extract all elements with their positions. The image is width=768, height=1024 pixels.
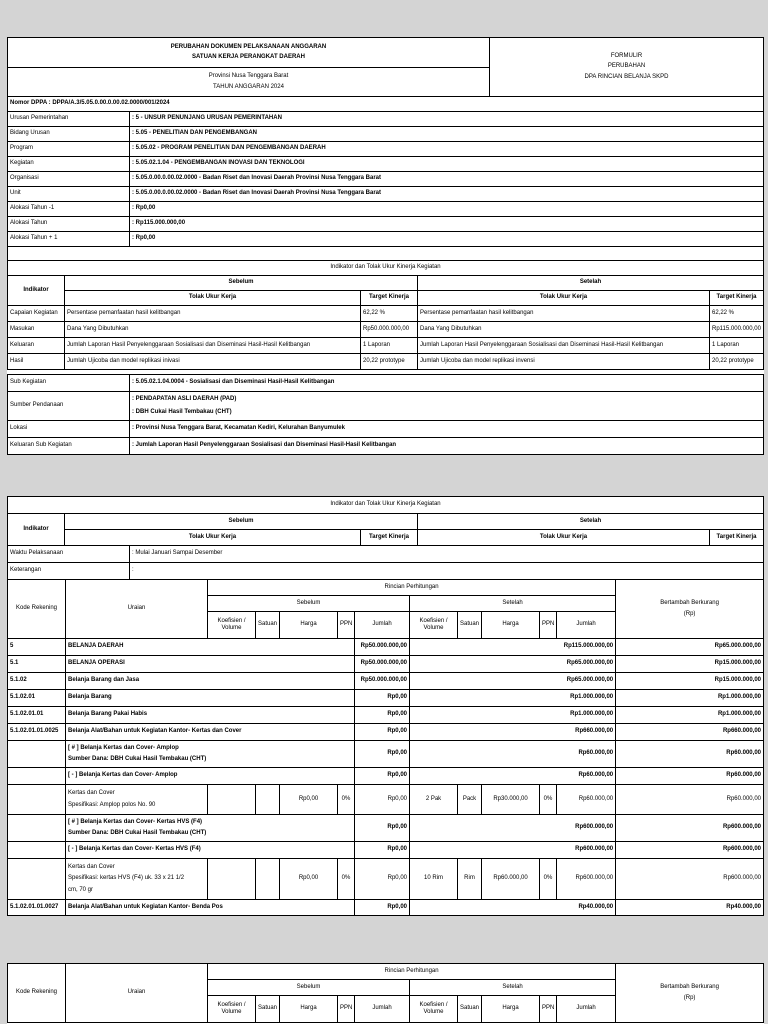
info-label: Kegiatan	[8, 157, 130, 172]
info-value: : 5.05 - PENELITIAN DAN PENGEMBANGAN	[130, 127, 764, 142]
sumber-value-1: : PENDAPATAN ASLI DAERAH (PAD)	[132, 395, 237, 402]
tolak-cell: Jumlah Ujicoba dan model replikasi inivasi	[65, 354, 361, 370]
tolak-cell: Jumlah Laporan Hasil Penyelenggaraan Sosialisasi dan Diseminasi Hasil-Hasil Kelitbangan	[418, 338, 710, 354]
jumlah-setelah-cell: Rp65.000.000,00	[410, 656, 616, 673]
indikator-table	[7, 260, 764, 370]
info-label: Alokasi Tahun + 1	[8, 232, 130, 247]
info-value: : 5 - UNSUR PENUNJANG URUSAN PEMERINTAHAN	[130, 112, 764, 127]
table-row	[8, 354, 764, 370]
jumlah-header: Jumlah	[557, 996, 616, 1023]
uraian-cell	[66, 815, 355, 842]
jumlah-header: Jumlah	[557, 612, 616, 639]
jumlah-setelah-cell: Rp600.000,00	[410, 842, 616, 859]
indikator-table-2	[7, 496, 764, 546]
province-text: Provinsi Nusa Tenggara Barat	[208, 73, 289, 80]
jumlah-setelah-cell: Rp600.000,00	[557, 859, 616, 900]
target-cell: 62,22 %	[710, 306, 764, 322]
setelah-header: Setelah	[410, 596, 616, 612]
rp-label: (Rp)	[683, 610, 696, 617]
sub-kegiatan-label: Sub Kegiatan	[8, 375, 130, 392]
tolak-cell: Jumlah Laporan Hasil Penyelenggaraan Sosialisasi dan Diseminasi Hasil-Hasil Kelitbangan	[65, 338, 361, 354]
sebelum-header: Sebelum	[65, 514, 418, 530]
indikator-title: Indikator dan Tolak Ukur Kinerja Kegiatan	[8, 497, 764, 514]
uraian-cell: Belanja Alat/Bahan untuk Kegiatan Kantor- Kertas dan Cover	[66, 724, 355, 741]
table-row	[8, 724, 764, 741]
sumber-value	[130, 392, 764, 421]
setelah-header: Setelah	[418, 276, 764, 291]
info-table	[7, 96, 764, 261]
indikator-header: Indikator	[8, 514, 65, 546]
bertambah-cell: Rp15.000.000,00	[616, 656, 764, 673]
sumber-label: Sumber Pendanaan	[8, 392, 130, 421]
sebelum-header: Sebelum	[208, 596, 410, 612]
target-cell: 1 Laporan	[361, 338, 418, 354]
sub-kegiatan-value: : 5.05.02.1.04.0004 - Sosialisasi dan Diseminasi Hasil-Hasil Kelitbangan	[130, 375, 764, 392]
ppn-cell: 0%	[338, 859, 355, 900]
keluaran-label: Keluaran Sub Kegiatan	[8, 438, 130, 455]
tolak-header: Tolak Ukur Kerja	[418, 291, 710, 306]
header-table	[7, 37, 764, 97]
bertambah-header	[616, 580, 764, 639]
table-row	[8, 859, 764, 900]
uraian-cell: Belanja Barang Pakai Habis	[66, 707, 355, 724]
keluaran-value: : Jumlah Laporan Hasil Penyelenggaraan Sosialisasi dan Diseminasi Hasil-Hasil Kelitbangan	[130, 438, 764, 455]
satuan-header: Satuan	[256, 996, 280, 1023]
harga-cell: Rp0,00	[280, 859, 338, 900]
jumlah-header: Jumlah	[355, 996, 410, 1023]
target-cell: 1 Laporan	[710, 338, 764, 354]
satuan-cell	[256, 859, 280, 900]
jumlah-sebelum-cell: Rp0,00	[355, 724, 410, 741]
rincian-title: Rincian Perhitungan	[208, 580, 616, 596]
koef-header: Koefisien / Volume	[208, 612, 256, 639]
kode-cell: 5.1.02.01.01	[8, 707, 66, 724]
tolak-cell: Persentase pemanfaatan hasil kelitbangan	[418, 306, 710, 322]
setelah-header: Setelah	[410, 980, 616, 996]
satuan-header: Satuan	[458, 612, 482, 639]
info-value: : Rp0,00	[130, 232, 764, 247]
bertambah-label: Bertambah Berkurang	[660, 984, 719, 991]
indikator-cell: Hasil	[8, 354, 65, 370]
jumlah-setelah-cell: Rp1.000.000,00	[410, 707, 616, 724]
info-label: Unit	[8, 187, 130, 202]
table-row	[8, 306, 764, 322]
item-spec: Spesifikasi: Amplop polos No. 90	[68, 801, 156, 808]
table-row	[8, 673, 764, 690]
indikator-cell: Capaian Kegiatan	[8, 306, 65, 322]
lokasi-label: Lokasi	[8, 421, 130, 438]
jumlah-sebelum-cell: Rp50.000.000,00	[355, 656, 410, 673]
target-cell: Rp115.000.000,00	[710, 322, 764, 338]
indikator-cell: Keluaran	[8, 338, 65, 354]
jumlah-sebelum-cell: Rp0,00	[355, 690, 410, 707]
sumber-value-2: : DBH Cukai Hasil Tembakau (CHT)	[132, 409, 232, 415]
info-label: Bidang Urusan	[8, 127, 130, 142]
indikator-cell: Masukan	[8, 322, 65, 338]
waktu-value: : Mulai Januari Sampai Desember	[130, 546, 764, 563]
target-header: Target Kinerja	[710, 291, 764, 306]
info-label: Program	[8, 142, 130, 157]
info-label: Alokasi Tahun -1	[8, 202, 130, 217]
tolak-cell: Persentase pemanfaatan hasil kelitbangan	[65, 306, 361, 322]
kode-cell	[8, 785, 66, 815]
jumlah-setelah-cell: Rp60.000,00	[557, 785, 616, 815]
jumlah-setelah-cell: Rp40.000,00	[410, 900, 616, 916]
harga-header: Harga	[280, 996, 338, 1023]
kode-cell: 5.1.02.01.01.0027	[8, 900, 66, 916]
group-title: [ # ] Belanja Kertas dan Cover- Kertas HVS (F4)	[68, 818, 203, 825]
kode-cell	[8, 768, 66, 785]
target-header: Target Kinerja	[710, 530, 764, 546]
tolak-cell: Dana Yang Dibutuhkan	[65, 322, 361, 338]
kode-cell: 5.1.02.01	[8, 690, 66, 707]
kode-cell: 5.1	[8, 656, 66, 673]
sub-kegiatan-table	[7, 374, 764, 455]
nomor-dppa: Nomor DPPA : DPPA/A.3/5.05.0.00.0.00.02.0000/001/2024	[8, 97, 764, 112]
bertambah-cell: Rp600.000,00	[616, 842, 764, 859]
bertambah-label: Bertambah Berkurang	[660, 600, 719, 607]
ppn-cell: 0%	[338, 785, 355, 815]
bertambah-cell: Rp40.000,00	[616, 900, 764, 916]
table-row	[8, 842, 764, 859]
table-row	[8, 815, 764, 842]
table-row	[8, 639, 764, 656]
info-value: : 5.05.02 - PROGRAM PENELITIAN DAN PENGEMBANGAN DAERAH	[130, 142, 764, 157]
table-row	[8, 338, 764, 354]
page-3	[7, 963, 764, 1024]
indikator-header: Indikator	[8, 276, 65, 306]
item-spec-cont: cm, 70 gr	[68, 886, 94, 893]
formulir-label: FORMULIR	[610, 53, 643, 60]
group-source: Sumber Dana: DBH Cukai Hasil Tembakau (CHT)	[68, 830, 207, 836]
jumlah-sebelum-cell: Rp50.000.000,00	[355, 673, 410, 690]
harga-cell: Rp0,00	[280, 785, 338, 815]
jumlah-sebelum-cell: Rp0,00	[355, 785, 410, 815]
info-value: : 5.05.02.1.04 - PENGEMBANGAN INOVASI DAN TEKNOLOGI	[130, 157, 764, 172]
kode-header: Kode Rekening	[8, 964, 66, 1023]
tolak-cell: Jumlah Ujicoba dan model replikasi invensi	[418, 354, 710, 370]
bertambah-cell: Rp15.000.000,00	[616, 673, 764, 690]
uraian-cell: Belanja Alat/Bahan untuk Kegiatan Kantor- Benda Pos	[66, 900, 355, 916]
item-name: Kertas dan Cover	[68, 864, 115, 871]
kode-cell: 5.1.02	[8, 673, 66, 690]
rincian-table	[7, 579, 764, 916]
table-row	[8, 741, 764, 768]
kode-cell	[8, 842, 66, 859]
info-value: : Rp115.000.000,00	[130, 217, 764, 232]
jumlah-sebelum-cell: Rp50.000.000,00	[355, 639, 410, 656]
satuan-cell	[256, 785, 280, 815]
harga-header: Harga	[482, 996, 540, 1023]
bertambah-header	[616, 964, 764, 1023]
header-province	[8, 68, 490, 97]
bertambah-cell: Rp60.000,00	[616, 768, 764, 785]
year-text: TAHUN ANGGARAN 2024	[213, 83, 284, 90]
jumlah-setelah-cell: Rp60.000,00	[410, 741, 616, 768]
tolak-cell: Dana Yang Dibutuhkan	[418, 322, 710, 338]
table-row	[8, 656, 764, 673]
uraian-cell: [ - ] Belanja Kertas dan Cover- Amplop	[66, 768, 355, 785]
sebelum-header: Sebelum	[208, 980, 410, 996]
lokasi-value: : Provinsi Nusa Tenggara Barat, Kecamatan Kediri, Kelurahan Banyumulek	[130, 421, 764, 438]
jumlah-sebelum-cell: Rp0,00	[355, 707, 410, 724]
bertambah-cell: Rp60.000,00	[616, 785, 764, 815]
rincian-title: Rincian Perhitungan	[208, 964, 616, 980]
formulir-box	[490, 38, 764, 97]
ppn-header: PPN	[338, 612, 355, 639]
page-1	[7, 37, 764, 455]
group-source: Sumber Dana: DBH Cukai Hasil Tembakau (CHT)	[68, 756, 207, 762]
keterangan-label: Keterangan	[8, 563, 130, 580]
info-label: Organisasi	[8, 172, 130, 187]
bertambah-cell: Rp60.000,00	[616, 741, 764, 768]
satuan-header: Satuan	[256, 612, 280, 639]
jumlah-sebelum-cell: Rp0,00	[355, 768, 410, 785]
item-spec: Spesifikasi: kertas HVS (F4) uk. 33 x 21 1/2	[68, 875, 185, 882]
info-value: : 5.05.0.00.0.00.02.0000 - Badan Riset dan Inovasi Daerah Provinsi Nusa Tenggara Barat	[130, 187, 764, 202]
header-title	[8, 38, 490, 68]
header-title-line2: SATUAN KERJA PERANGKAT DAERAH	[192, 54, 305, 60]
jumlah-setelah-cell: Rp65.000.000,00	[410, 673, 616, 690]
spacer-row	[8, 247, 764, 261]
ppn-cell: 0%	[540, 785, 557, 815]
table-row	[8, 707, 764, 724]
info-label: Urusan Pemerintahan	[8, 112, 130, 127]
table-row	[8, 768, 764, 785]
bertambah-cell: Rp600.000,00	[616, 815, 764, 842]
uraian-cell	[66, 785, 208, 815]
bertambah-cell: Rp65.000.000,00	[616, 639, 764, 656]
item-name: Kertas dan Cover	[68, 790, 115, 797]
koef-cell: 10 Rim	[410, 859, 458, 900]
harga-cell: Rp60.000,00	[482, 859, 540, 900]
ppn-header: PPN	[338, 996, 355, 1023]
satuan-cell: Pack	[458, 785, 482, 815]
ppn-header: PPN	[540, 612, 557, 639]
tolak-header: Tolak Ukur Kerja	[65, 530, 361, 546]
harga-cell: Rp30.000,00	[482, 785, 540, 815]
uraian-cell: BELANJA DAERAH	[66, 639, 355, 656]
target-cell: 20,22 prototype	[710, 354, 764, 370]
jumlah-sebelum-cell: Rp0,00	[355, 741, 410, 768]
satuan-header: Satuan	[458, 996, 482, 1023]
bertambah-cell: Rp1.000.000,00	[616, 707, 764, 724]
indikator-title: Indikator dan Tolak Ukur Kinerja Kegiatan	[8, 261, 764, 276]
bertambah-cell: Rp660.000,00	[616, 724, 764, 741]
jumlah-setelah-cell: Rp600.000,00	[410, 815, 616, 842]
tolak-header: Tolak Ukur Kerja	[65, 291, 361, 306]
bertambah-cell: Rp600.000,00	[616, 859, 764, 900]
uraian-cell: BELANJA OPERASI	[66, 656, 355, 673]
rincian-table-3	[7, 963, 764, 1023]
ppn-header: PPN	[540, 996, 557, 1023]
kode-cell	[8, 859, 66, 900]
kode-cell: 5	[8, 639, 66, 656]
perubahan-label: PERUBAHAN	[607, 63, 646, 70]
table-row	[8, 690, 764, 707]
jumlah-sebelum-cell: Rp0,00	[355, 815, 410, 842]
ppn-cell: 0%	[540, 859, 557, 900]
target-header: Target Kinerja	[361, 530, 418, 546]
satuan-cell: Rim	[458, 859, 482, 900]
koef-header: Koefisien / Volume	[208, 996, 256, 1023]
uraian-cell	[66, 741, 355, 768]
target-header: Target Kinerja	[361, 291, 418, 306]
koef-cell: 2 Pak	[410, 785, 458, 815]
setelah-header: Setelah	[418, 514, 764, 530]
table-row	[8, 900, 764, 916]
jumlah-setelah-cell: Rp115.000.000,00	[410, 639, 616, 656]
keterangan-value: :	[130, 563, 764, 580]
jumlah-sebelum-cell: Rp0,00	[355, 900, 410, 916]
page-2	[7, 496, 764, 916]
uraian-cell: Belanja Barang dan Jasa	[66, 673, 355, 690]
dpa-label: DPA RINCIAN BELANJA SKPD	[584, 73, 669, 80]
table-row	[8, 785, 764, 815]
header-title-line1: PERUBAHAN DOKUMEN PELAKSANAAN ANGGARAN	[170, 43, 327, 50]
uraian-cell: Belanja Barang	[66, 690, 355, 707]
group-title: [ # ] Belanja Kertas dan Cover- Amplop	[68, 744, 179, 751]
kode-header: Kode Rekening	[8, 580, 66, 639]
sebelum-header: Sebelum	[65, 276, 418, 291]
info-label: Alokasi Tahun	[8, 217, 130, 232]
info-value: : Rp0,00	[130, 202, 764, 217]
uraian-cell: [ - ] Belanja Kertas dan Cover- Kertas HVS (F4)	[66, 842, 355, 859]
koef-header: Koefisien / Volume	[410, 612, 458, 639]
koef-header: Koefisien / Volume	[410, 996, 458, 1023]
jumlah-sebelum-cell: Rp0,00	[355, 842, 410, 859]
rp-label: (Rp)	[683, 994, 696, 1001]
jumlah-setelah-cell: Rp660.000,00	[410, 724, 616, 741]
table-row	[8, 322, 764, 338]
koef-cell	[208, 785, 256, 815]
info-value: : 5.05.0.00.0.00.02.0000 - Badan Riset dan Inovasi Daerah Provinsi Nusa Tenggara Barat	[130, 172, 764, 187]
jumlah-header: Jumlah	[355, 612, 410, 639]
jumlah-setelah-cell: Rp60.000,00	[410, 768, 616, 785]
kode-cell	[8, 741, 66, 768]
tolak-header: Tolak Ukur Kerja	[418, 530, 710, 546]
uraian-header: Uraian	[66, 580, 208, 639]
target-cell: 62,22 %	[361, 306, 418, 322]
jumlah-sebelum-cell: Rp0,00	[355, 859, 410, 900]
waktu-table	[7, 545, 764, 580]
bertambah-cell: Rp1.000.000,00	[616, 690, 764, 707]
koef-cell	[208, 859, 256, 900]
harga-header: Harga	[482, 612, 540, 639]
kode-cell: 5.1.02.01.01.0025	[8, 724, 66, 741]
uraian-header: Uraian	[66, 964, 208, 1023]
harga-header: Harga	[280, 612, 338, 639]
kode-cell	[8, 815, 66, 842]
target-cell: 20,22 prototype	[361, 354, 418, 370]
target-cell: Rp50.000.000,00	[361, 322, 418, 338]
waktu-label: Waktu Pelaksanaan	[8, 546, 130, 563]
uraian-cell	[66, 859, 208, 900]
jumlah-setelah-cell: Rp1.000.000,00	[410, 690, 616, 707]
